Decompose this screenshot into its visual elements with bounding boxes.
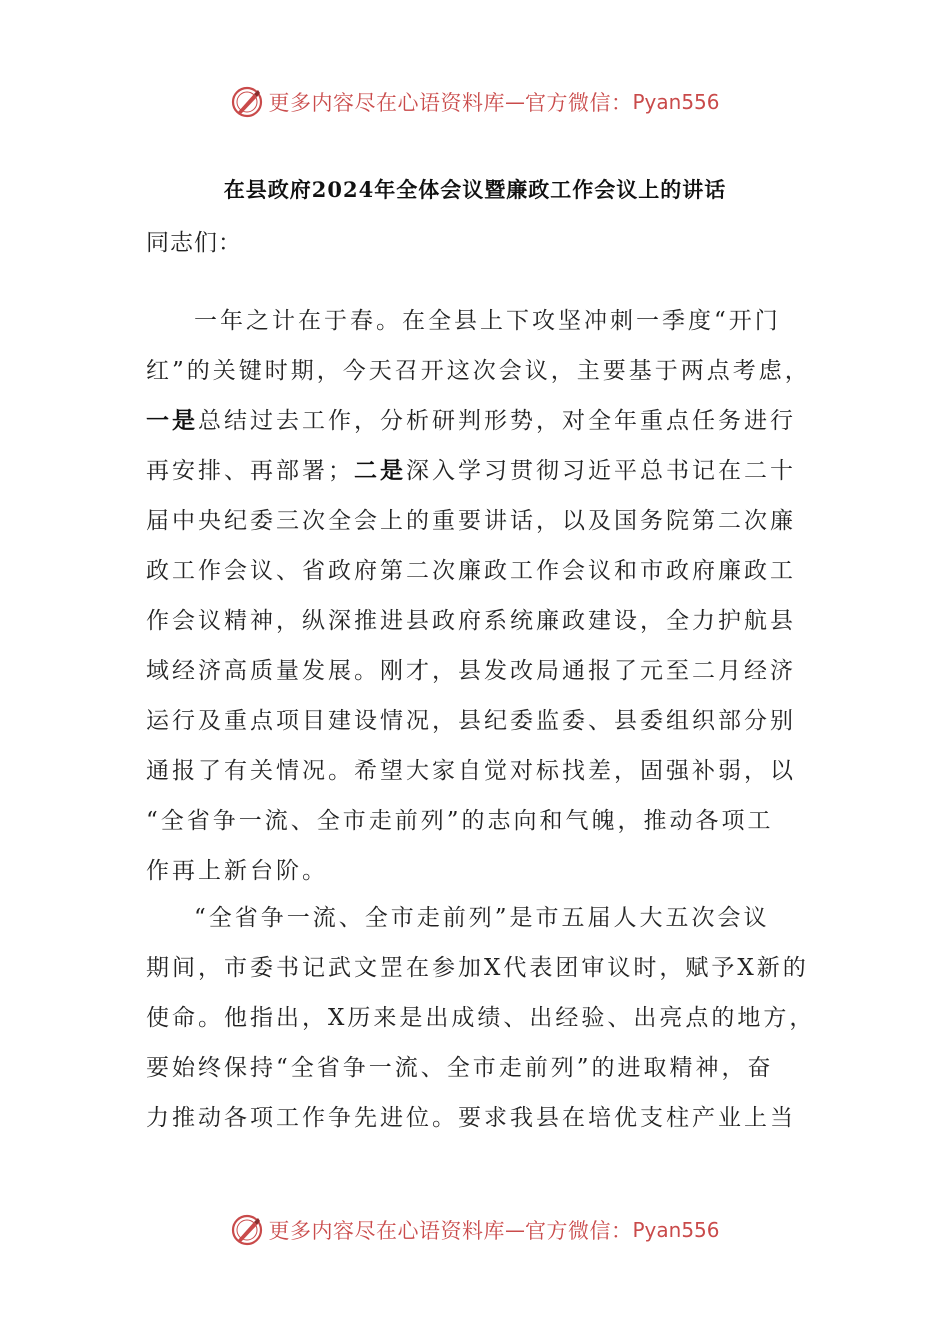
watermark-text: 更多内容尽在心语资料库 [268, 1219, 505, 1243]
bold-marker-second: 二是 [354, 457, 406, 484]
bold-marker-first: 一是 [146, 407, 198, 434]
watermark-dash: — [504, 1218, 525, 1242]
watermark-account: Pyan556 [632, 90, 720, 114]
watermark-text: 更多内容尽在心语资料库 [268, 91, 505, 115]
text-line [146, 446, 806, 496]
pen-logo-icon [230, 1213, 264, 1247]
paragraph-1 [146, 296, 811, 896]
text-line: 使命。他指出，X历来是出成绩、出经验、出亮点的地方， [146, 1005, 816, 1031]
text-segment: 再安排、再部署； [146, 458, 354, 484]
document-title: 在县政府2024年全体会议暨廉政工作会议上的讲话 [223, 177, 727, 202]
text-line: 作会议精神，纵深推进县政府系统廉政建设，全力护航县 [146, 608, 796, 634]
text-line: 一年之计在于春。在全县上下攻坚冲刺一季度“开门 [194, 308, 781, 334]
text-line: 红”的关键时期，今天召开这次会议，主要基于两点考虑， [146, 358, 811, 384]
text-line: 期间，市委书记武文罡在参加X代表团审议时，赋予X新的 [146, 955, 809, 981]
text-segment: 总结过去工作，分析研判形势，对全年重点任务进行 [198, 408, 796, 434]
text-segment: 深入学习贯彻习近平总书记在二十 [406, 458, 796, 484]
text-line: 域经济高质量发展。刚才，县发改局通报了元至二月经济 [146, 658, 796, 684]
text-line: 政工作会议、省政府第二次廉政工作会议和市政府廉政工 [146, 558, 796, 584]
text-line: 运行及重点项目建设情况，县纪委监委、县委组织部分别 [146, 708, 796, 734]
watermark-header [0, 82, 950, 122]
text-line: 届中央纪委三次全会上的重要讲话，以及国务院第二次廉 [146, 508, 796, 534]
text-line: 要始终保持“全省争一流、全市走前列”的进取精神，奋 [146, 1055, 774, 1081]
salutation: 同志们： [146, 230, 242, 256]
pen-logo-icon [230, 85, 264, 119]
watermark-label: 官方微信： [524, 1219, 633, 1243]
watermark-footer [0, 1210, 950, 1250]
text-line: 力推动各项工作争先进位。要求我县在培优支柱产业上当 [146, 1105, 796, 1131]
watermark-account: Pyan556 [632, 1218, 720, 1242]
text-line: 通报了有关情况。希望大家自觉对标找差，固强补弱，以 [146, 758, 796, 784]
paragraph-2 [146, 893, 816, 1143]
text-line: “全省争一流、全市走前列”的志向和气魄，推动各项工 [146, 808, 774, 834]
text-line: “全省争一流、全市走前列”是市五届人大五次会议 [194, 905, 770, 931]
watermark-label: 官方微信： [524, 91, 633, 115]
watermark-dash: — [504, 90, 525, 114]
text-line [146, 396, 806, 446]
text-line: 作再上新台阶。 [146, 858, 328, 884]
